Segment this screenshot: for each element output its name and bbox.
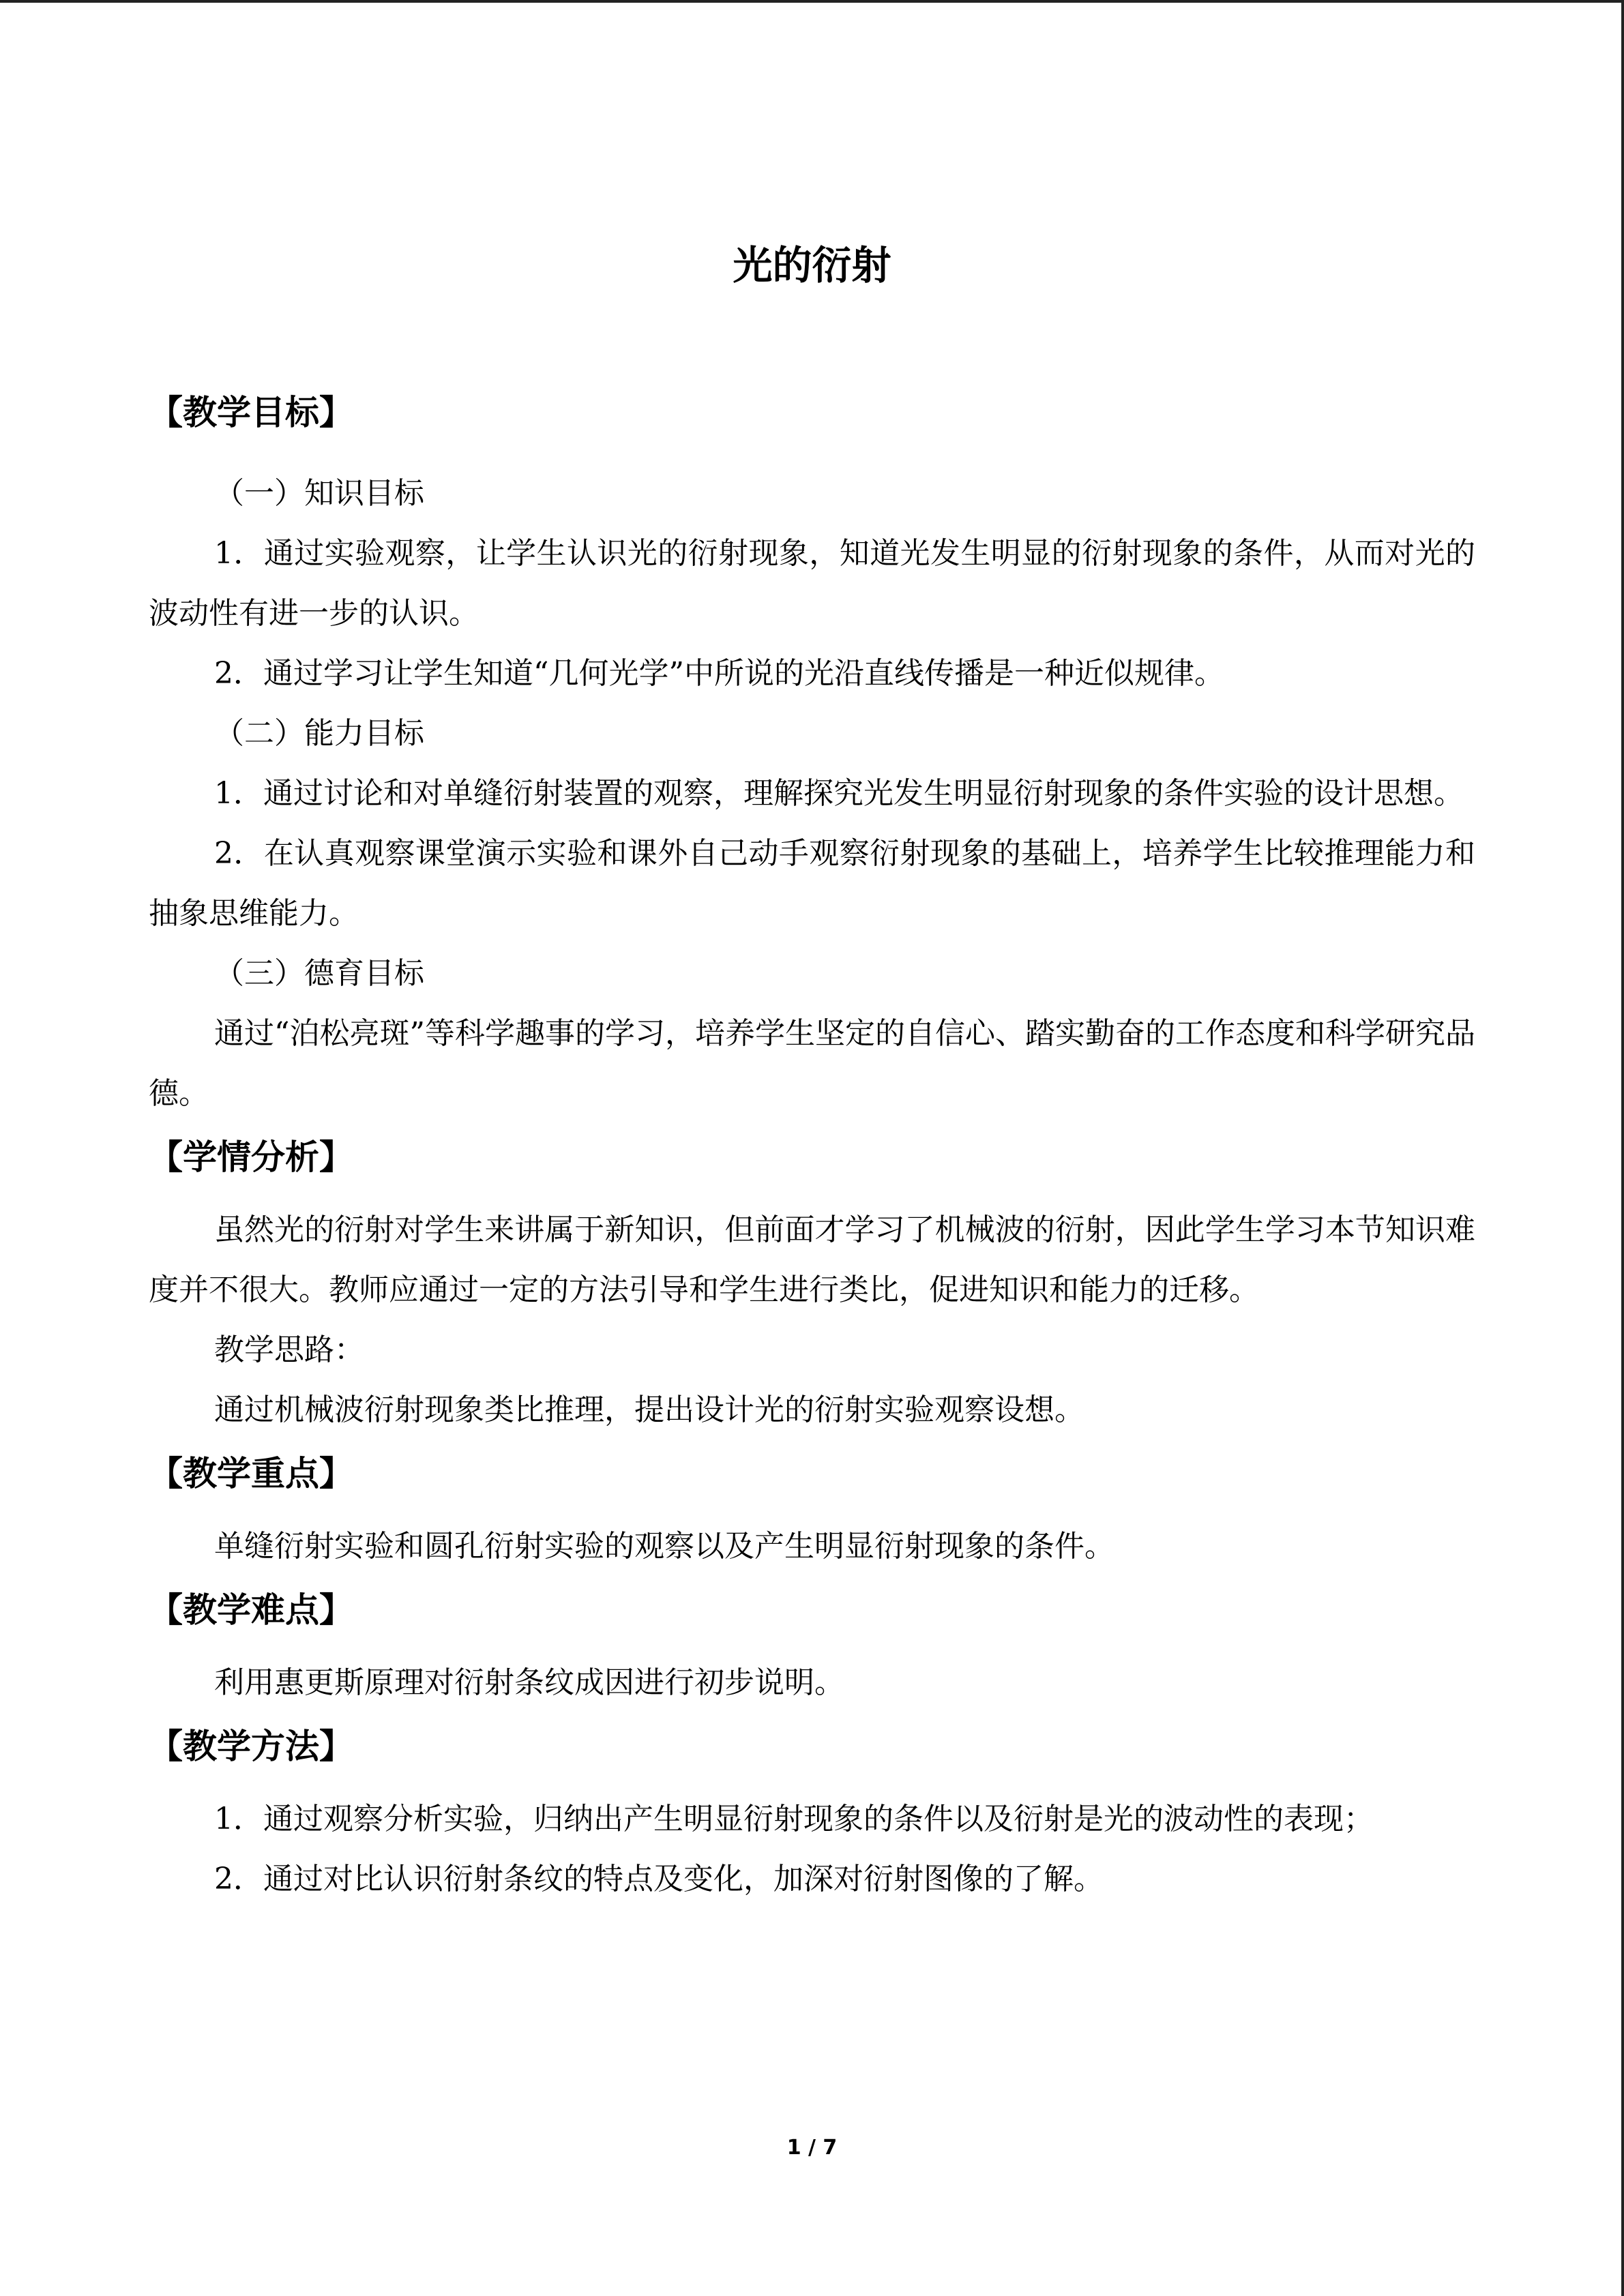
paragraph-method-2: 2．通过对比认识衍射条纹的特点及变化，加深对衍射图像的了解。	[214, 1862, 1104, 1896]
page-right-border	[1621, 0, 1624, 2296]
subheading-moral-goals: （三）德育目标	[214, 956, 424, 991]
paragraph-difficulties: 利用惠更斯原理对衍射条纹成因进行初步说明。	[214, 1665, 844, 1700]
paragraph-approach-label: 教学思路：	[214, 1332, 364, 1367]
paragraph-knowledge-1: 1．通过实验观察，让学生认识光的衍射现象，知道光发生明显的衍射现象的条件，从而对光的波动性有进一步的认识。	[149, 536, 1475, 631]
paragraph-ability-1: 1．通过讨论和对单缝衍射装置的观察，理解探究光发生明显衍射现象的条件实验的设计思想。	[214, 776, 1464, 811]
document-body	[149, 382, 1475, 1909]
paragraph-knowledge-2: 2．通过学习让学生知道“几何光学”中所说的光沿直线传播是一种近似规律。	[214, 656, 1224, 691]
page-number: 1 / 7	[786, 2136, 838, 2160]
paragraph-approach-text: 通过机械波衍射现象类比推理，提出设计光的衍射实验观察设想。	[214, 1392, 1084, 1427]
section-heading-methods: 【教学方法】	[149, 1727, 353, 1766]
section-heading-objectives: 【教学目标】	[149, 393, 353, 432]
section-heading-analysis: 【学情分析】	[149, 1137, 353, 1177]
subheading-ability-goals: （二）能力目标	[214, 716, 424, 751]
paragraph-moral-1: 通过“泊松亮斑”等科学趣事的学习，培养学生坚定的自信心、踏实勤奋的工作态度和科学研究品德。	[149, 1016, 1475, 1111]
subheading-knowledge-goals: （一）知识目标	[214, 476, 424, 511]
paragraph-key-points: 单缝衍射实验和圆孔衍射实验的观察以及产生明显衍射现象的条件。	[214, 1529, 1114, 1564]
paragraph-method-1: 1．通过观察分析实验，归纳出产生明显衍射现象的条件以及衍射是光的波动性的表现；	[214, 1802, 1374, 1836]
page-top-border	[0, 0, 1624, 3]
section-heading-difficulties: 【教学难点】	[149, 1590, 353, 1630]
paragraph-analysis-1: 虽然光的衍射对学生来讲属于新知识，但前面才学习了机械波的衍射，因此学生学习本节知识难度并不很大。教师应通过一定的方法引导和学生进行类比，促进知识和能力的迁移。	[149, 1212, 1475, 1307]
document-title: 光的衍射	[733, 241, 891, 288]
section-heading-key-points: 【教学重点】	[149, 1454, 353, 1493]
paragraph-ability-2: 2．在认真观察课堂演示实验和课外自己动手观察衍射现象的基础上，培养学生比较推理能力和抽象思维能力。	[149, 836, 1475, 931]
